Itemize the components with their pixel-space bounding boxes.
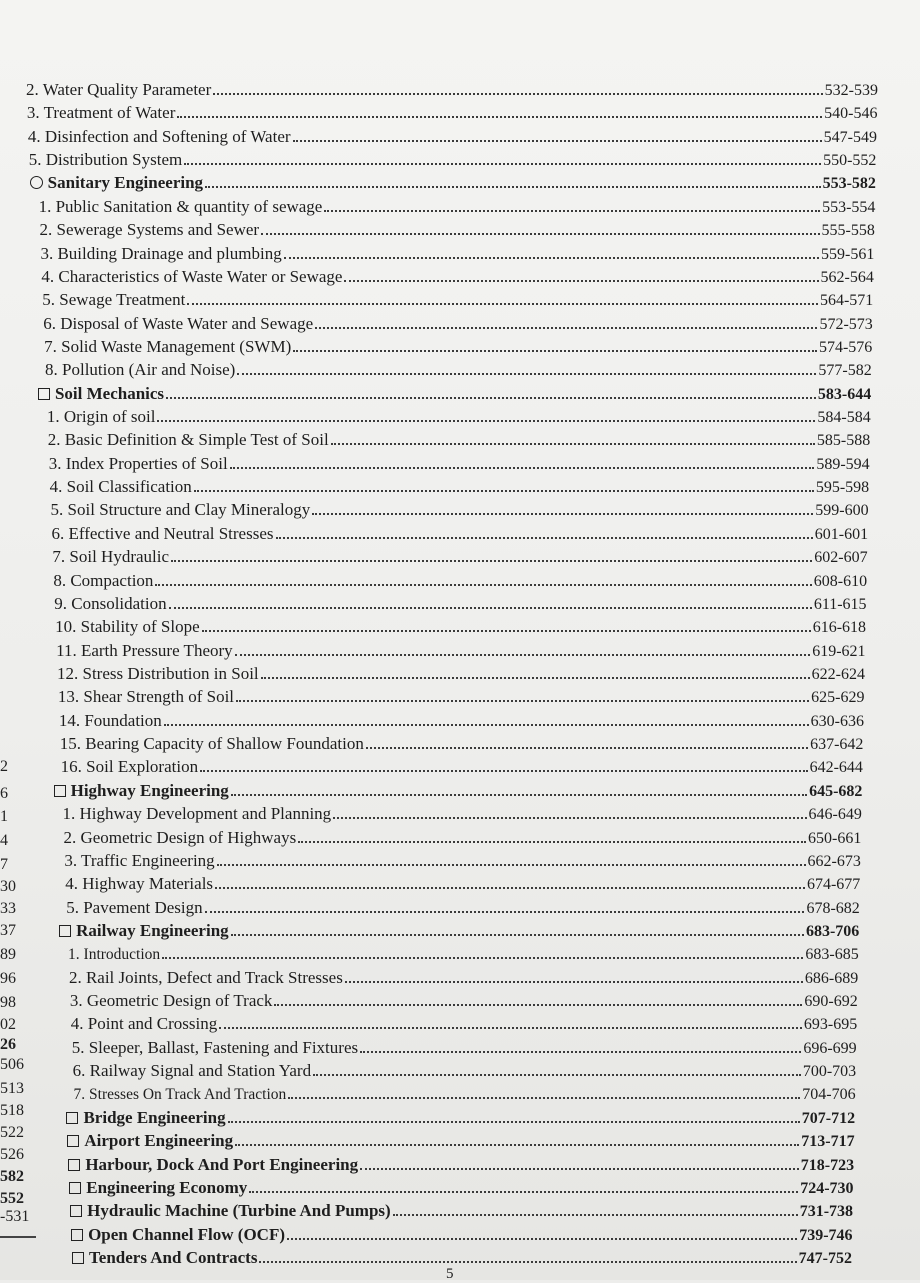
- toc-entry-pages: 599-600: [815, 502, 869, 520]
- toc-entry: [44, 337, 872, 358]
- toc-entry-pages: 584-584: [817, 409, 871, 427]
- toc-section-entry: [59, 921, 859, 942]
- toc-entry-text: Engineering Economy: [86, 1177, 248, 1197]
- toc-entry: [66, 898, 860, 919]
- toc-entry-title: [38, 384, 164, 404]
- toc-entry-text: Harbour, Dock And Port Engineering: [85, 1154, 359, 1174]
- dot-leader: [276, 524, 813, 539]
- dot-leader: [288, 1084, 800, 1099]
- toc-entry-pages: 574-576: [818, 338, 873, 356]
- checkbox-bullet-icon: [59, 925, 71, 937]
- dot-leader: [344, 267, 818, 282]
- dot-leader: [155, 571, 811, 586]
- toc-entry-title: [40, 220, 260, 240]
- toc-entry-text: 1. Highway Development and Planning: [62, 804, 332, 824]
- toc-entry-title: [70, 991, 273, 1011]
- toc-entry-title: [43, 314, 313, 334]
- margin-number: 7: [0, 856, 8, 873]
- toc-entry-pages: 637-642: [810, 736, 864, 754]
- margin-number: 89: [0, 946, 16, 963]
- toc-entry-text: 15. Bearing Capacity of Shallow Foundation: [59, 734, 364, 754]
- toc-entry: [63, 828, 861, 849]
- toc-entry: [61, 757, 863, 778]
- toc-entry-text: 12. Stress Distribution in Soil: [57, 664, 259, 683]
- toc-entry-text: Airport Engineering: [84, 1131, 234, 1151]
- toc-entry-text: 3. Treatment of Water: [26, 103, 176, 123]
- toc-entry-title: [29, 150, 182, 170]
- checkbox-bullet-icon: [68, 1159, 80, 1171]
- toc-section-entry: [69, 1178, 853, 1199]
- toc-entry-title: [54, 594, 166, 614]
- dot-leader: [166, 384, 816, 399]
- toc-entry-title: [59, 921, 229, 941]
- toc-entry-pages: 646-649: [808, 806, 862, 824]
- toc-entry-text: 2. Sewerage Systems and Sewer: [39, 220, 260, 240]
- dot-leader: [284, 244, 819, 259]
- dot-leader: [213, 80, 822, 95]
- toc-entry-text: 10. Stability of Slope: [55, 617, 200, 637]
- toc-entry-pages: 704-706: [802, 1086, 856, 1104]
- toc-entry-text: 5. Sewage Treatment: [42, 290, 186, 310]
- toc-section-entry: [70, 1201, 853, 1222]
- dot-leader: [393, 1201, 798, 1216]
- toc-entry-title: [45, 360, 235, 380]
- toc-entry-title: [69, 968, 343, 988]
- toc-entry-pages: 540-546: [824, 105, 878, 123]
- toc-entry-title: [71, 1014, 217, 1034]
- toc-entry-text: Soil Mechanics: [54, 383, 165, 403]
- checkbox-bullet-icon: [72, 1252, 84, 1264]
- toc-entry-pages: 577-582: [818, 362, 872, 380]
- toc-entry: [74, 1084, 856, 1105]
- toc-entry-text: 1. Origin of soil: [46, 407, 156, 427]
- toc-entry-text: Hydraulic Machine (Turbine And Pumps): [87, 1201, 391, 1221]
- toc-entry-title: [52, 547, 169, 567]
- toc-entry-text: Highway Engineering: [70, 780, 229, 800]
- dot-leader: [261, 664, 810, 679]
- toc-entry-title: [63, 828, 296, 848]
- toc-entry-text: 4. Highway Materials: [65, 874, 214, 894]
- toc-entry-title: [49, 454, 228, 474]
- margin-number: 02: [0, 1016, 16, 1033]
- margin-number: 4: [0, 832, 8, 849]
- dot-leader: [237, 360, 816, 375]
- toc-entry-pages: 555-558: [821, 222, 875, 240]
- toc-entry: [51, 500, 869, 521]
- dot-leader: [187, 290, 818, 305]
- toc-entry-text: 3. Geometric Design of Track: [69, 991, 273, 1011]
- toc-entry-pages: 662-673: [807, 852, 861, 870]
- toc-entry-title: [51, 524, 273, 544]
- toc-entry-text: 2. Rail Joints, Defect and Track Stresses: [68, 967, 343, 987]
- toc-entry-title: [42, 290, 185, 310]
- toc-section-entry: [68, 1155, 854, 1176]
- toc-entry-pages: 707-712: [801, 1109, 856, 1127]
- toc-entry-pages: 595-598: [815, 479, 870, 497]
- toc-entry-text: 1. Introduction: [68, 946, 161, 964]
- toc-entry-title: [59, 711, 162, 731]
- dot-leader: [261, 220, 820, 235]
- toc-entry-text: Tenders And Contracts: [89, 1248, 258, 1267]
- toc-entry-text: 8. Pollution (Air and Noise): [45, 360, 236, 380]
- toc-entry-title: [60, 734, 364, 754]
- toc-entry: [69, 968, 858, 989]
- toc-entry-pages: 650-661: [808, 829, 862, 847]
- toc-entry-title: [69, 1178, 247, 1198]
- toc-entry-pages: 718-723: [800, 1156, 855, 1174]
- toc-entry-pages: 700-703: [802, 1063, 857, 1081]
- toc-entry-title: [53, 571, 153, 591]
- toc-entry-pages: 625-629: [811, 689, 865, 707]
- toc-entry: [52, 547, 867, 568]
- toc-entry-text: 5. Soil Structure and Clay Mineralogy: [50, 500, 311, 520]
- checkbox-bullet-icon: [66, 1112, 78, 1124]
- toc-entry-title: [58, 687, 234, 707]
- dot-leader: [194, 477, 814, 492]
- toc-entry-title: [57, 664, 259, 684]
- margin-number: 98: [0, 994, 16, 1011]
- toc-section-entry: [30, 173, 876, 194]
- toc-entry-title: [66, 1108, 225, 1128]
- toc-entry-title: [61, 757, 198, 777]
- toc-entry-title: [40, 244, 281, 264]
- margin-number: 33: [0, 900, 16, 917]
- toc-entry-title: [56, 641, 233, 661]
- toc-entry-pages: 550-552: [823, 152, 877, 170]
- margin-number: 1: [0, 808, 8, 825]
- toc-entry-title: [55, 617, 200, 637]
- adjacent-page-margin: [0, 0, 40, 1280]
- toc-entry-pages: 683-706: [805, 922, 860, 940]
- toc-entry-title: [50, 477, 192, 497]
- toc-entry: [71, 1014, 857, 1035]
- toc-entry-text: 13. Shear Strength of Soil: [57, 687, 235, 707]
- toc-section-entry: [38, 384, 871, 405]
- toc-entry-pages: 547-549: [823, 128, 877, 146]
- dot-leader: [171, 547, 812, 562]
- toc-entry: [73, 1061, 857, 1082]
- dot-leader: [345, 968, 803, 983]
- toc-entry: [68, 944, 859, 965]
- toc-entry-pages: 622-624: [811, 666, 865, 683]
- toc-entry-text: 2. Basic Definition & Simple Test of Soil: [47, 430, 329, 450]
- toc-entry-title: [28, 127, 291, 147]
- margin-number: 96: [0, 970, 16, 987]
- toc-entry-pages: 683-685: [805, 946, 859, 964]
- toc-entry: [45, 360, 872, 381]
- toc-entry-pages: 739-746: [799, 1226, 853, 1244]
- toc-entry-text: 11. Earth Pressure Theory: [56, 640, 233, 660]
- toc-entry-pages: 690-692: [804, 993, 858, 1011]
- toc-entry: [41, 267, 873, 288]
- toc-entry: [60, 734, 864, 755]
- toc-entry-pages: 532-539: [824, 82, 878, 99]
- toc-entry-title: [67, 1131, 233, 1151]
- toc-entry-title: [73, 1061, 311, 1081]
- dot-leader: [219, 1014, 802, 1029]
- toc-entry-text: 7. Solid Waste Management (SWM): [44, 336, 292, 356]
- toc-entry-text: 1. Public Sanitation & quantity of sewage: [38, 196, 323, 216]
- toc-entry-title: [64, 851, 214, 871]
- toc-entry-text: 3. Building Drainage and plumbing: [40, 243, 282, 263]
- dot-leader: [315, 314, 817, 329]
- toc-entry-pages: 608-610: [813, 572, 868, 590]
- toc-entry-pages: 601-601: [814, 525, 869, 543]
- toc-entry: [56, 641, 865, 662]
- toc-entry-title: [70, 1201, 391, 1221]
- toc-entry: [54, 594, 866, 615]
- toc-entry-text: Sanitary Engineering: [47, 173, 204, 193]
- toc-entry-text: Open Channel Flow (OCF): [88, 1224, 286, 1244]
- toc-entry-text: 4. Soil Classification: [49, 477, 192, 497]
- dot-leader: [333, 804, 806, 819]
- toc-entry-title: [47, 407, 156, 427]
- margin-number: 582: [0, 1168, 24, 1185]
- dot-leader: [231, 781, 807, 796]
- toc-entry-pages: 583-644: [817, 385, 872, 403]
- margin-number: 522: [0, 1124, 24, 1141]
- toc-entry: [57, 664, 865, 685]
- toc-entry-pages: 572-573: [819, 315, 873, 333]
- toc-entry-pages: 747-752: [798, 1250, 852, 1267]
- toc-entry-text: 5. Pavement Design: [66, 897, 203, 917]
- toc-entry: [64, 851, 860, 872]
- margin-number: 513: [0, 1080, 24, 1097]
- toc-entry-title: [39, 197, 323, 217]
- toc-entry-pages: 611-615: [813, 595, 867, 613]
- toc-entry-text: 2. Geometric Design of Highways: [63, 827, 297, 847]
- toc-entry-text: 16. Soil Exploration: [60, 757, 199, 777]
- margin-number: 30: [0, 878, 16, 895]
- toc-entry-pages: 674-677: [806, 876, 861, 894]
- toc-section-entry: [67, 1131, 854, 1152]
- toc-entry: [49, 454, 870, 475]
- toc-entry-pages: 589-594: [816, 455, 870, 473]
- toc-entry: [63, 804, 862, 825]
- margin-number: 37: [0, 922, 16, 939]
- toc-entry-text: 6. Disposal of Waste Water and Sewage: [43, 313, 314, 333]
- toc-entry: [40, 220, 875, 241]
- dot-leader: [249, 1178, 798, 1193]
- dot-leader: [177, 103, 822, 118]
- dot-leader: [366, 734, 808, 749]
- toc-entry: [59, 711, 864, 732]
- toc-entry: [39, 197, 876, 218]
- toc-entry-pages: 713-717: [801, 1133, 855, 1151]
- dot-leader: [230, 454, 815, 469]
- toc-entry-text: 7. Stresses On Track And Traction: [73, 1086, 287, 1104]
- toc-entry-pages: 731-738: [799, 1203, 854, 1221]
- toc-entry-title: [66, 898, 202, 918]
- toc-entry-title: [26, 80, 211, 100]
- toc-entry-text: 6. Effective and Neutral Stresses: [51, 523, 274, 543]
- toc-entry: [70, 991, 858, 1012]
- toc-entry: [27, 103, 878, 124]
- toc-entry-title: [30, 173, 203, 193]
- toc-entry-title: [27, 103, 175, 123]
- toc-entry: [26, 80, 878, 101]
- dot-leader: [360, 1038, 801, 1053]
- toc-entry-pages: 678-682: [806, 899, 860, 917]
- toc-entry-pages: 559-561: [821, 245, 875, 263]
- toc-entry-text: 4. Disinfection and Softening of Water: [27, 126, 291, 146]
- checkbox-bullet-icon: [67, 1135, 79, 1147]
- toc-entry: [51, 524, 868, 545]
- dot-leader: [287, 1225, 797, 1240]
- toc-entry-text: 3. Traffic Engineering: [64, 850, 215, 870]
- toc-entry-pages: 645-682: [809, 782, 863, 800]
- toc-entry-pages: 616-618: [812, 619, 867, 637]
- dot-leader: [324, 197, 820, 212]
- dot-leader: [200, 757, 807, 772]
- dot-leader: [184, 150, 821, 165]
- margin-number: 518: [0, 1102, 24, 1119]
- toc-entry-pages: 630-636: [810, 712, 864, 730]
- toc-entry: [55, 617, 866, 638]
- margin-rule: [0, 1236, 36, 1238]
- toc-entry-text: 8. Compaction: [53, 570, 154, 590]
- toc-entry-pages: 602-607: [814, 549, 868, 567]
- toc-entry-text: 4. Point and Crossing: [70, 1014, 218, 1034]
- dot-leader: [312, 500, 813, 515]
- dot-leader: [217, 851, 806, 866]
- toc-section-entry: [72, 1248, 852, 1269]
- dot-leader: [298, 828, 806, 843]
- toc-entry-title: [68, 945, 160, 965]
- dot-leader: [274, 991, 802, 1006]
- toc-entry-text: 5. Distribution System: [28, 150, 183, 170]
- dot-leader: [235, 641, 811, 656]
- checkbox-bullet-icon: [70, 1205, 82, 1217]
- toc-entry: [43, 314, 873, 335]
- toc-section-entry: [54, 781, 863, 802]
- toc-entry: [65, 874, 860, 895]
- margin-number: 552: [0, 1190, 24, 1207]
- toc-entry-text: 6. Railway Signal and Station Yard: [72, 1061, 312, 1081]
- toc-entry-text: 14. Foundation: [58, 710, 162, 730]
- toc-entry: [72, 1038, 857, 1059]
- margin-number: 2: [0, 758, 8, 775]
- dot-leader: [360, 1155, 799, 1170]
- toc-entry-title: [71, 1225, 285, 1245]
- dot-leader: [202, 617, 811, 632]
- toc-entry-text: 7. Soil Hydraulic: [52, 547, 170, 567]
- dot-leader: [205, 898, 805, 913]
- dot-leader: [162, 944, 803, 959]
- toc-entry-text: 3. Index Properties of Soil: [48, 453, 228, 473]
- toc-entry-title: [41, 267, 342, 287]
- toc-entry-title: [72, 1038, 358, 1058]
- toc-entry-text: 9. Consolidation: [54, 593, 167, 613]
- toc-entry-pages: 724-730: [800, 1179, 854, 1197]
- checkbox-bullet-icon: [71, 1229, 83, 1241]
- dot-leader: [228, 1108, 800, 1123]
- toc-entry-text: 2. Water Quality Parameter: [26, 80, 212, 99]
- dot-leader: [331, 430, 815, 445]
- margin-number: 526: [0, 1146, 24, 1163]
- toc-entry: [50, 477, 870, 498]
- toc-entry-text: Bridge Engineering: [83, 1107, 226, 1127]
- toc-entry-pages: 693-695: [803, 1016, 858, 1034]
- toc-entry-title: [74, 1085, 287, 1105]
- toc-entry: [29, 150, 877, 171]
- toc-entry-title: [51, 500, 311, 520]
- toc-entry-pages: 696-699: [803, 1039, 857, 1057]
- toc-entry-pages: 553-582: [822, 175, 876, 193]
- dot-leader: [259, 1248, 796, 1263]
- dot-leader: [169, 594, 812, 609]
- dot-leader: [313, 1061, 801, 1076]
- dot-leader: [293, 337, 817, 352]
- toc-entry-pages: 562-564: [820, 268, 874, 286]
- toc-entry: [40, 244, 874, 265]
- toc-entry-pages: 585-588: [816, 432, 871, 450]
- dot-leader: [236, 687, 809, 702]
- margin-number: 6: [0, 785, 8, 802]
- margin-number: -531: [0, 1208, 30, 1225]
- checkbox-bullet-icon: [69, 1182, 81, 1194]
- toc-entry-title: [68, 1155, 358, 1175]
- toc-entry-pages: 619-621: [812, 642, 866, 660]
- dot-leader: [157, 407, 815, 422]
- checkbox-bullet-icon: [54, 785, 66, 797]
- toc-entry-title: [72, 1248, 257, 1268]
- toc-entry: [58, 687, 865, 708]
- toc-entry-text: Railway Engineering: [76, 920, 229, 940]
- dot-leader: [205, 173, 821, 188]
- dot-leader: [215, 874, 805, 889]
- toc-entry: [42, 290, 873, 311]
- toc-entry: [47, 407, 871, 428]
- dot-leader: [235, 1131, 799, 1146]
- toc-section-entry: [71, 1225, 852, 1246]
- toc-entry-title: [44, 337, 291, 357]
- toc-entry: [28, 127, 877, 148]
- toc-entry-pages: 642-644: [809, 759, 863, 777]
- dot-leader: [231, 921, 804, 936]
- toc-entry-title: [65, 874, 213, 894]
- dot-leader: [164, 711, 809, 726]
- toc-entry-text: 4. Characteristics of Waste Water or Sewage: [41, 266, 343, 286]
- toc-entry-pages: 553-554: [822, 198, 876, 216]
- toc-section-entry: [66, 1108, 855, 1129]
- toc-entry-text: 5. Sleeper, Ballast, Fastening and Fixtures: [71, 1037, 359, 1057]
- toc-entry-pages: 686-689: [804, 969, 859, 987]
- margin-number: 26: [0, 1036, 16, 1053]
- toc-entry: [53, 571, 867, 592]
- toc-entry-title: [48, 430, 329, 450]
- page-number: 5: [446, 1266, 454, 1282]
- toc-entry-pages: 564-571: [819, 292, 874, 310]
- toc-entry-title: [54, 781, 229, 801]
- dot-leader: [293, 127, 822, 142]
- margin-number: 506: [0, 1056, 24, 1073]
- toc-entry: [48, 430, 870, 451]
- toc-entry-title: [63, 804, 332, 824]
